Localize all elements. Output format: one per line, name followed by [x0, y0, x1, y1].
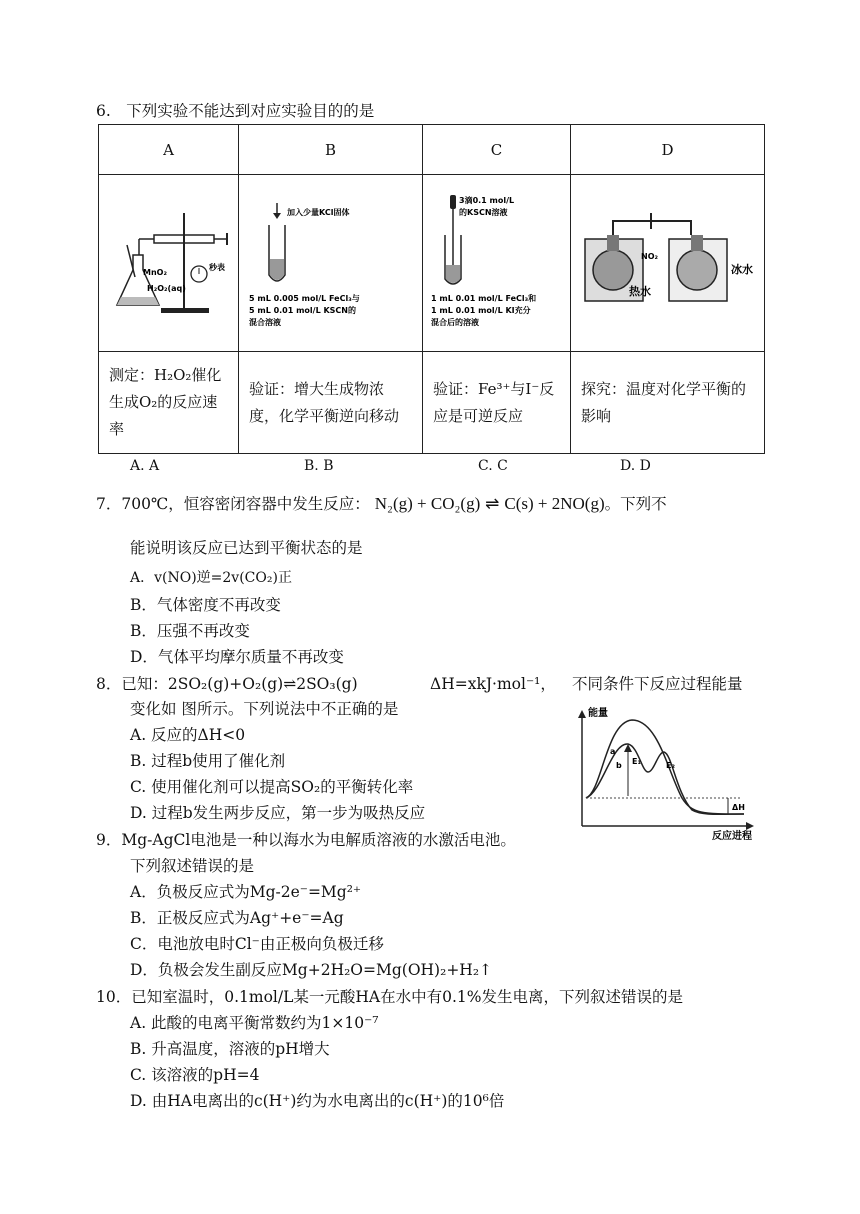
experiment-table [98, 124, 765, 454]
q10-number: 10． [96, 988, 132, 1006]
q9-stem-line2: 下列叙述错误的是 [130, 857, 255, 875]
q8-number: 8． [96, 675, 122, 693]
q8-stem-pre: 已知：2SO₂(g)+O₂(g)⇌2SO₃(g) [121, 675, 358, 693]
q6-stem: 6. 下列实验不能达到对应实验目的的是 [96, 102, 375, 120]
e1-label: E₁ [632, 757, 641, 766]
q6-answer-c: C. C [478, 458, 508, 474]
purpose-c: 验证：Fe³⁺与I⁻反应是可逆反应 [423, 352, 571, 454]
q9-option-d: D．负极会发生副反应Mg+2H₂O=Mg(OH)₂+H₂↑ [130, 961, 493, 979]
q9-stem: Mg-AgCl电池是一种以海水为电解质溶液的水激活电池。 [121, 831, 516, 849]
figure-c-top2: 的KSCN溶液 [459, 208, 508, 217]
q7-number: 7． [96, 495, 122, 513]
q10-option-d: D. 由HA电离出的c(H⁺)约为水电离出的c(H⁺)的10⁶倍 [130, 1092, 505, 1110]
q8-option-a: A. 反应的ΔH<0 [130, 726, 246, 744]
q7-emphasis-not: 不 [651, 495, 667, 513]
q8-option-c: C. 使用催化剂可以提高SO₂的平衡转化率 [130, 778, 414, 796]
figure-d-no2-label: NO₂ [641, 252, 658, 261]
q7-stem-pre: 700℃，恒容密闭容器中发生反应： [121, 495, 370, 513]
figure-c-line2: 1 mL 0.01 mol/L KI充分 [431, 306, 531, 315]
q10-option-a: A. 此酸的电离平衡常数约为1×10⁻⁷ [130, 1014, 379, 1032]
q9-option-b: B．正极反应式为Ag⁺+e⁻=Ag [130, 909, 344, 927]
energy-axis-label: 能量 [588, 708, 608, 719]
figure-b-line1: 5 mL 0.005 mol/L FeCl₃与 [249, 294, 360, 303]
figure-c-line3: 混合后的溶液 [431, 318, 479, 327]
figure-b-cell [239, 175, 423, 352]
q7-equation-right: C(s) + 2NO(g) [504, 494, 605, 513]
col-header-b: B [239, 125, 423, 175]
q7-option-d: D．气体平均摩尔质量不再改变 [130, 648, 344, 666]
q7-option-b: B．气体密度不再改变 [130, 596, 281, 614]
q6-answer-a: A. A [130, 458, 160, 474]
figure-d-hot-label: 热水 [629, 285, 651, 298]
q8-delta-h: ΔH=xkJ·mol⁻¹， [430, 675, 556, 693]
q10-stem: 已知室温时，0.1mol/L某一元酸HA在水中有0.1%发生电离，下列叙述错误的是 [131, 988, 683, 1006]
q9-stem-line1 [96, 828, 516, 850]
col-header-c: C [423, 125, 571, 175]
figure-b-line3: 混合溶液 [249, 318, 281, 327]
delta-h-label: ΔH [732, 803, 745, 812]
q7-option-c: B．压强不再改变 [130, 622, 250, 640]
q7-option-a: A．v(NO)逆=2v(CO₂)正 [130, 570, 292, 586]
figure-b-line2: 5 mL 0.01 mol/L KSCN的 [249, 306, 356, 315]
e2-label: E₂ [666, 761, 675, 770]
col-header-d: D [571, 125, 765, 175]
q9-option-c: C．电池放电时Cl⁻由正极向负极迁移 [130, 935, 384, 953]
q10-option-b: B. 升高温度，溶液的pH增大 [130, 1040, 330, 1058]
q9-number: 9． [96, 831, 122, 849]
q8-stem-line2: 变化如 图所示。下列说法中不正确的是 [130, 700, 399, 718]
figure-c-cell [423, 175, 571, 352]
curve-a-label: a [610, 747, 616, 756]
col-header-a: A [99, 125, 239, 175]
q6-answer-b: B. B [304, 458, 334, 474]
q7-stem-line2: 能说明该反应已达到平衡状态的是 [130, 539, 363, 557]
figure-b-add-label: 加入少量KCl固体 [287, 208, 350, 217]
progress-axis-label: 反应进程 [712, 831, 752, 842]
q10-option-c: C. 该溶液的pH=4 [130, 1066, 260, 1084]
q8-option-b: B. 过程b使用了催化剂 [130, 752, 286, 770]
curve-b-label: b [616, 761, 622, 770]
figure-a-mno2-label: MnO₂ [143, 268, 167, 277]
purpose-d: 探究：温度对化学平衡的影响 [571, 352, 765, 454]
q7-equation-left: N₂(g) + CO₂(g) [374, 494, 481, 513]
q7-stem-line1 [96, 492, 667, 514]
figure-c-top1: 3滴0.1 mol/L [459, 196, 515, 205]
q8-stem-post: 不同条件下反应过程能量 [572, 675, 743, 693]
q9-option-a: A．负极反应式为Mg-2e⁻=Mg²⁺ [130, 883, 362, 901]
q6-answer-d: D. D [620, 458, 651, 474]
figure-d-ice-label: 冰水 [731, 263, 753, 276]
purpose-a: 测定：H₂O₂催化生成O₂的反应速率 [99, 352, 239, 454]
q8-stem-line1 [96, 672, 358, 694]
figure-a-cell [99, 175, 239, 352]
q7-equilibrium-arrow: ⇌ [485, 494, 500, 513]
figure-b-apparatus [239, 175, 422, 347]
q8-option-d: D. 过程b发生两步反应，第一步为吸热反应 [130, 804, 426, 822]
figure-d-apparatus [571, 175, 764, 347]
q10-stem-line1 [96, 985, 683, 1007]
figure-a-timer-label: 秒表 [209, 263, 225, 272]
figure-a-h2o2-label: H₂O₂(aq) [147, 284, 186, 293]
figure-c-line1: 1 mL 0.01 mol/L FeCl₃和 [431, 294, 537, 303]
q7-stem-post: 。下列 [604, 495, 652, 513]
figure-d-cell [571, 175, 765, 352]
figure-c-apparatus [423, 175, 570, 347]
energy-diagram [572, 702, 762, 842]
purpose-b: 验证：增大生成物浓度，化学平衡逆向移动 [239, 352, 423, 454]
figure-a-apparatus [99, 175, 238, 347]
